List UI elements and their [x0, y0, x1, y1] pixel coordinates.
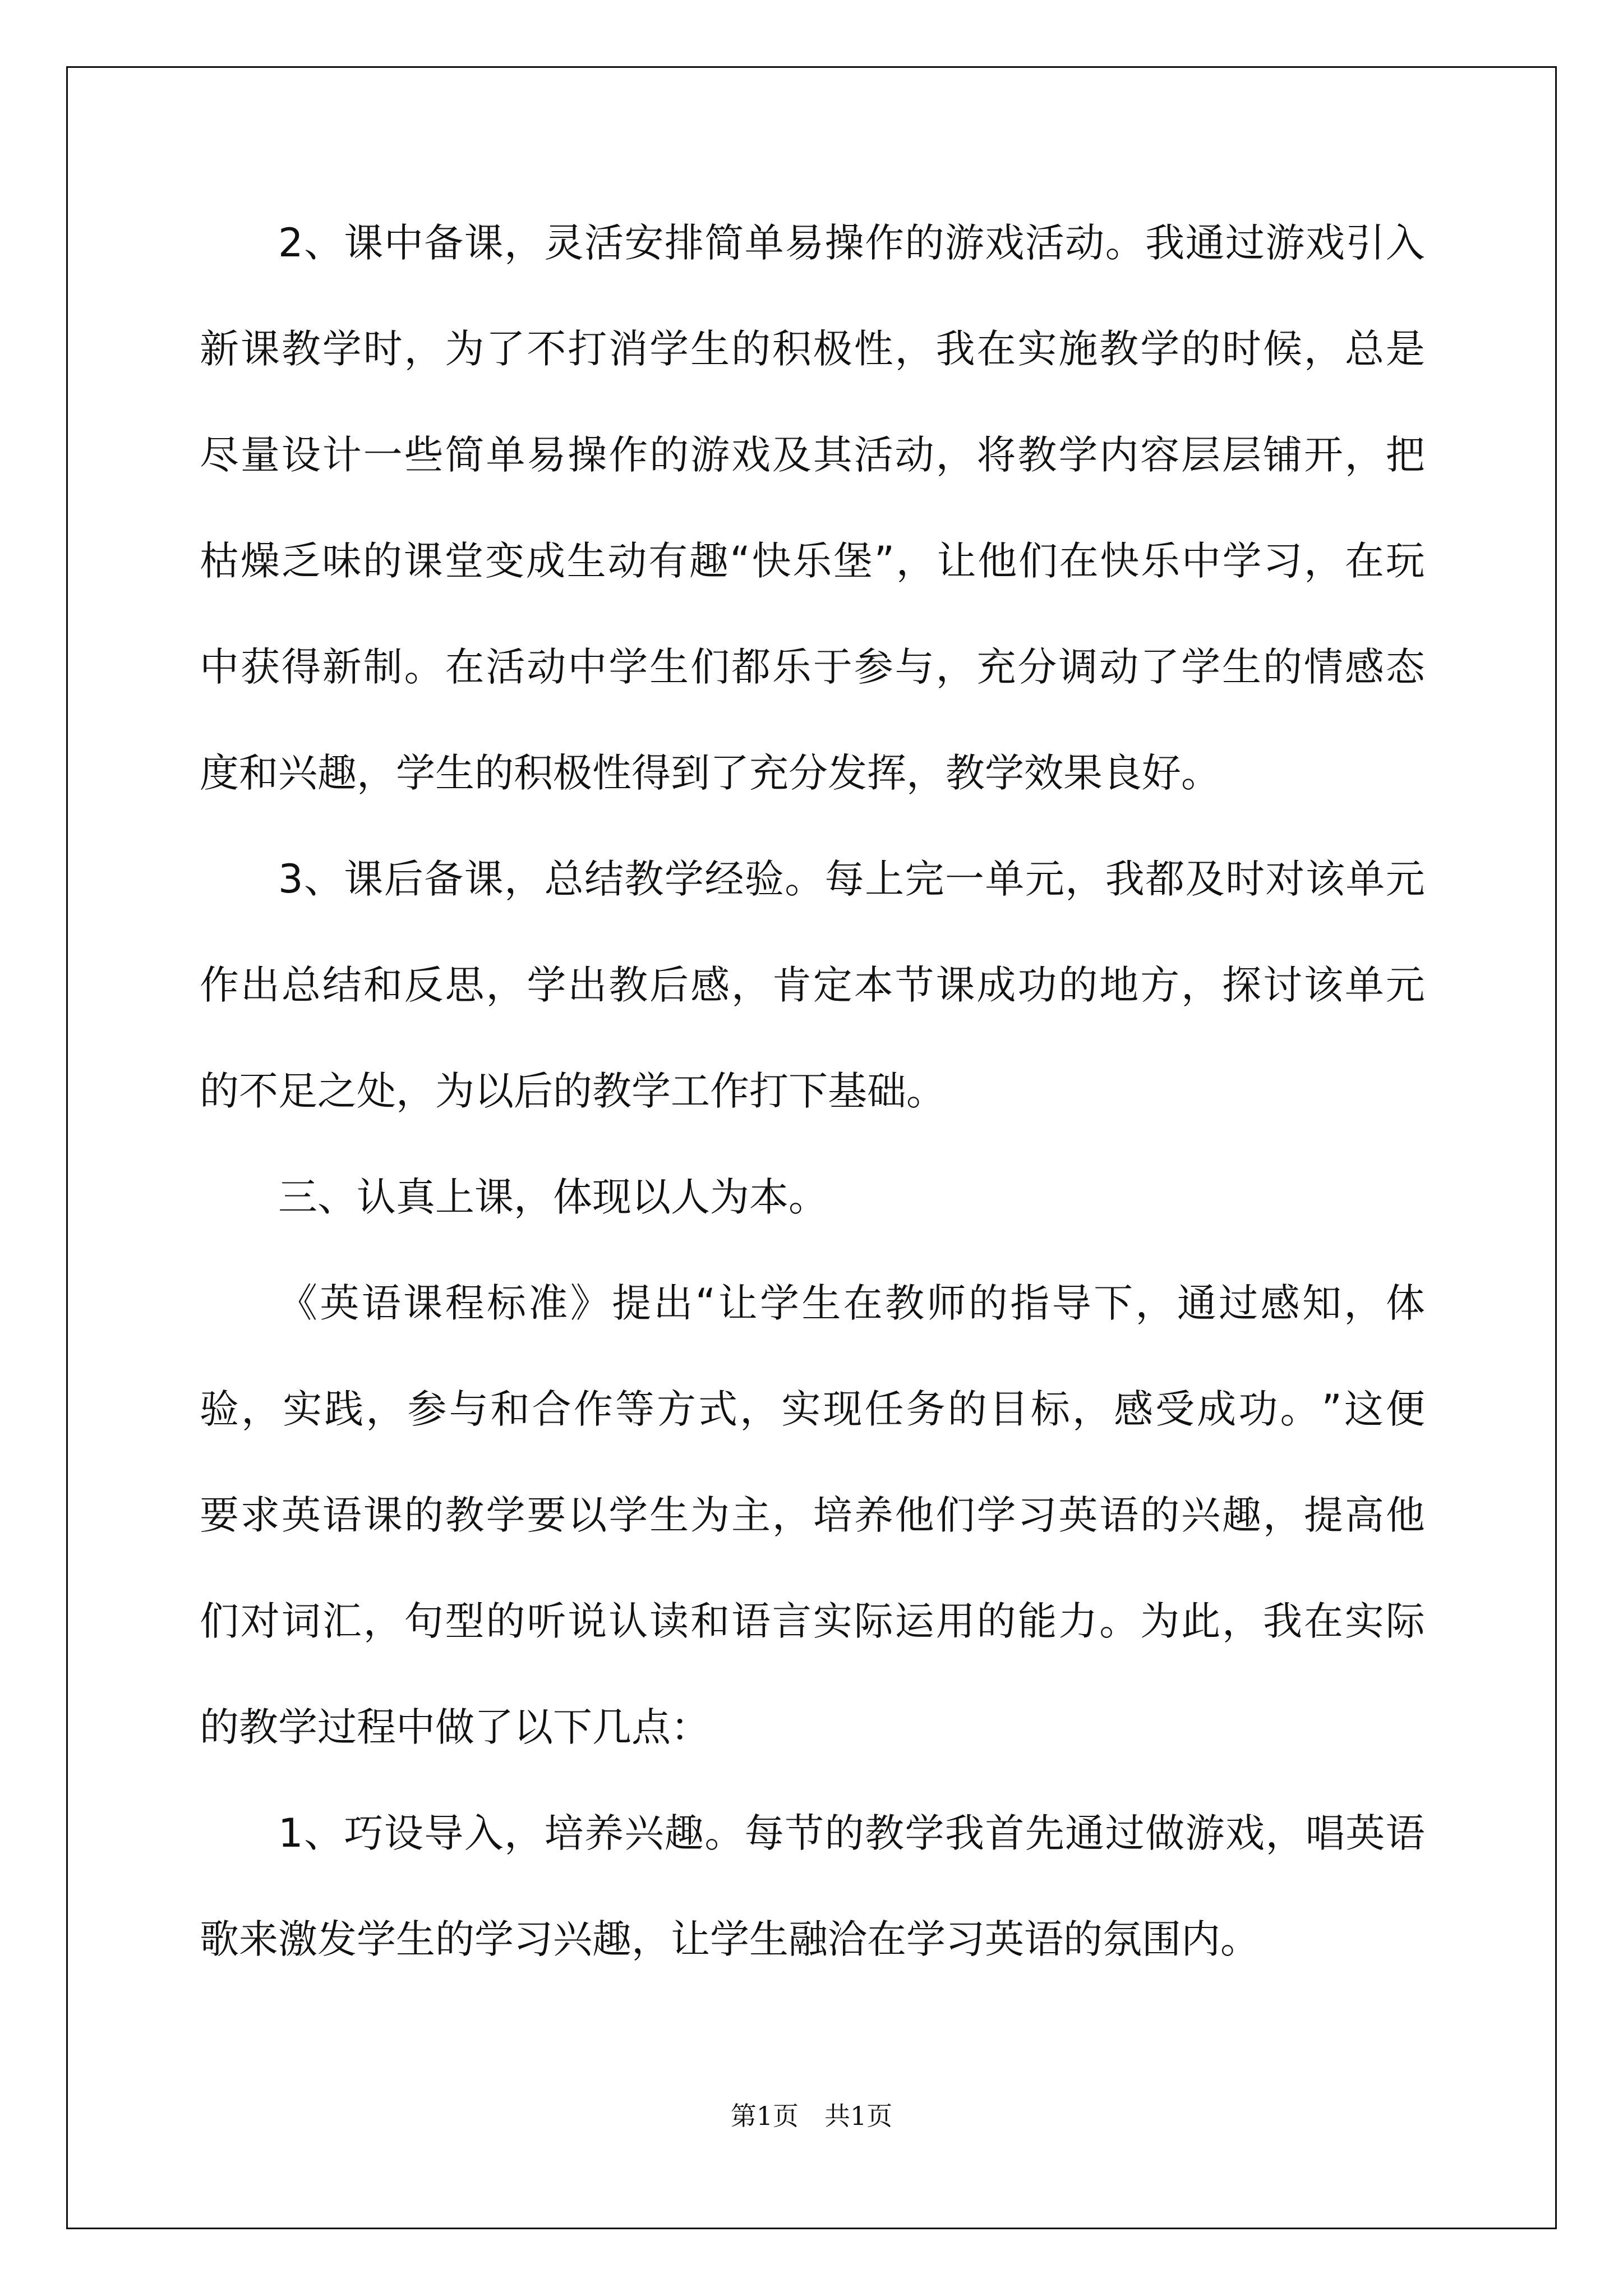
paragraph-4-line-2: 验 ， 实 践 ， 参 与 和 合 作 等 方 式 ， 实 现 任 务 的 目 标 ， 感 受 成 功 。 ” 这 便 [200, 1386, 1425, 1432]
paragraph-2-line-1: 3 、 课 后 备 课 ， 总 结 教 学 经 验 。 每 上 完 一 单 元 ， 我 都 及 时 对 该 单 元 [278, 856, 1425, 902]
paragraph-2-line-3: 的不足之处，为以后的教学工作打下基础。 [200, 1068, 946, 1114]
document-body [200, 215, 1425, 2017]
paragraph-5-line-2: 歌来激发学生的学习兴趣，让学生融洽在学习英语的氛围内。 [200, 1916, 1260, 1962]
paragraph-4-line-4: 们 对 词 汇 ， 句 型 的 听 说 认 读 和 语 言 实 际 运 用 的 能 力 。 为 此 ， 我 在 实 际 [200, 1598, 1425, 1644]
paragraph-2-line-2: 作 出 总 结 和 反 思 ， 学 出 教 后 感 ， 肯 定 本 节 课 成 功 的 地 方 ， 探 讨 该 单 元 [200, 962, 1425, 1008]
paragraph-5-line-1: 1 、 巧 设 导 入 ， 培 养 兴 趣 。 每 节 的 教 学 我 首 先 通 过 做 游 戏 ， 唱 英 语 [278, 1810, 1425, 1856]
paragraph-4-line-1: 《 英 语 课 程 标 准 》 提 出 “ 让 学 生 在 教 师 的 指 导 下 ， 通 过 感 知 ， 体 [278, 1280, 1425, 1326]
paragraph-1-line-6: 度和兴趣，学生的积极性得到了充分发挥，教学效果良好。 [200, 750, 1220, 796]
paragraph-1-line-3: 尽 量 设 计 一 些 简 单 易 操 作 的 游 戏 及 其 活 动 ， 将 教 学 内 容 层 层 铺 开 ， 把 [200, 432, 1425, 478]
paragraph-4-line-5: 的教学过程中做了以下几点： [200, 1704, 710, 1750]
paragraph-1-line-2: 新 课 教 学 时 ， 为 了 不 打 消 学 生 的 积 极 性 ， 我 在 实 施 教 学 的 时 候 ， 总 是 [200, 326, 1425, 372]
paragraph-1-line-1: 2 、 课 中 备 课 ， 灵 活 安 排 简 单 易 操 作 的 游 戏 活 动 。 我 通 过 游 戏 引 入 [278, 220, 1425, 266]
paragraph-4-line-3: 要 求 英 语 课 的 教 学 要 以 学 生 为 主 ， 培 养 他 们 学 习 英 语 的 兴 趣 ， 提 高 他 [200, 1492, 1425, 1538]
paragraph-1-line-4: 枯 燥 乏 味 的 课 堂 变 成 生 动 有 趣 “ 快 乐 堡 ” ， 让 他 们 在 快 乐 中 学 习 ， 在 玩 [200, 538, 1425, 584]
paragraph-1-line-5: 中 获 得 新 制 。 在 活 动 中 学 生 们 都 乐 于 参 与 ， 充 分 调 动 了 学 生 的 情 感 态 [200, 644, 1425, 690]
section-heading: 三、认真上课，体现以人为本。 [278, 1174, 828, 1220]
page-footer: 第1页 共1页 [730, 2101, 893, 2131]
